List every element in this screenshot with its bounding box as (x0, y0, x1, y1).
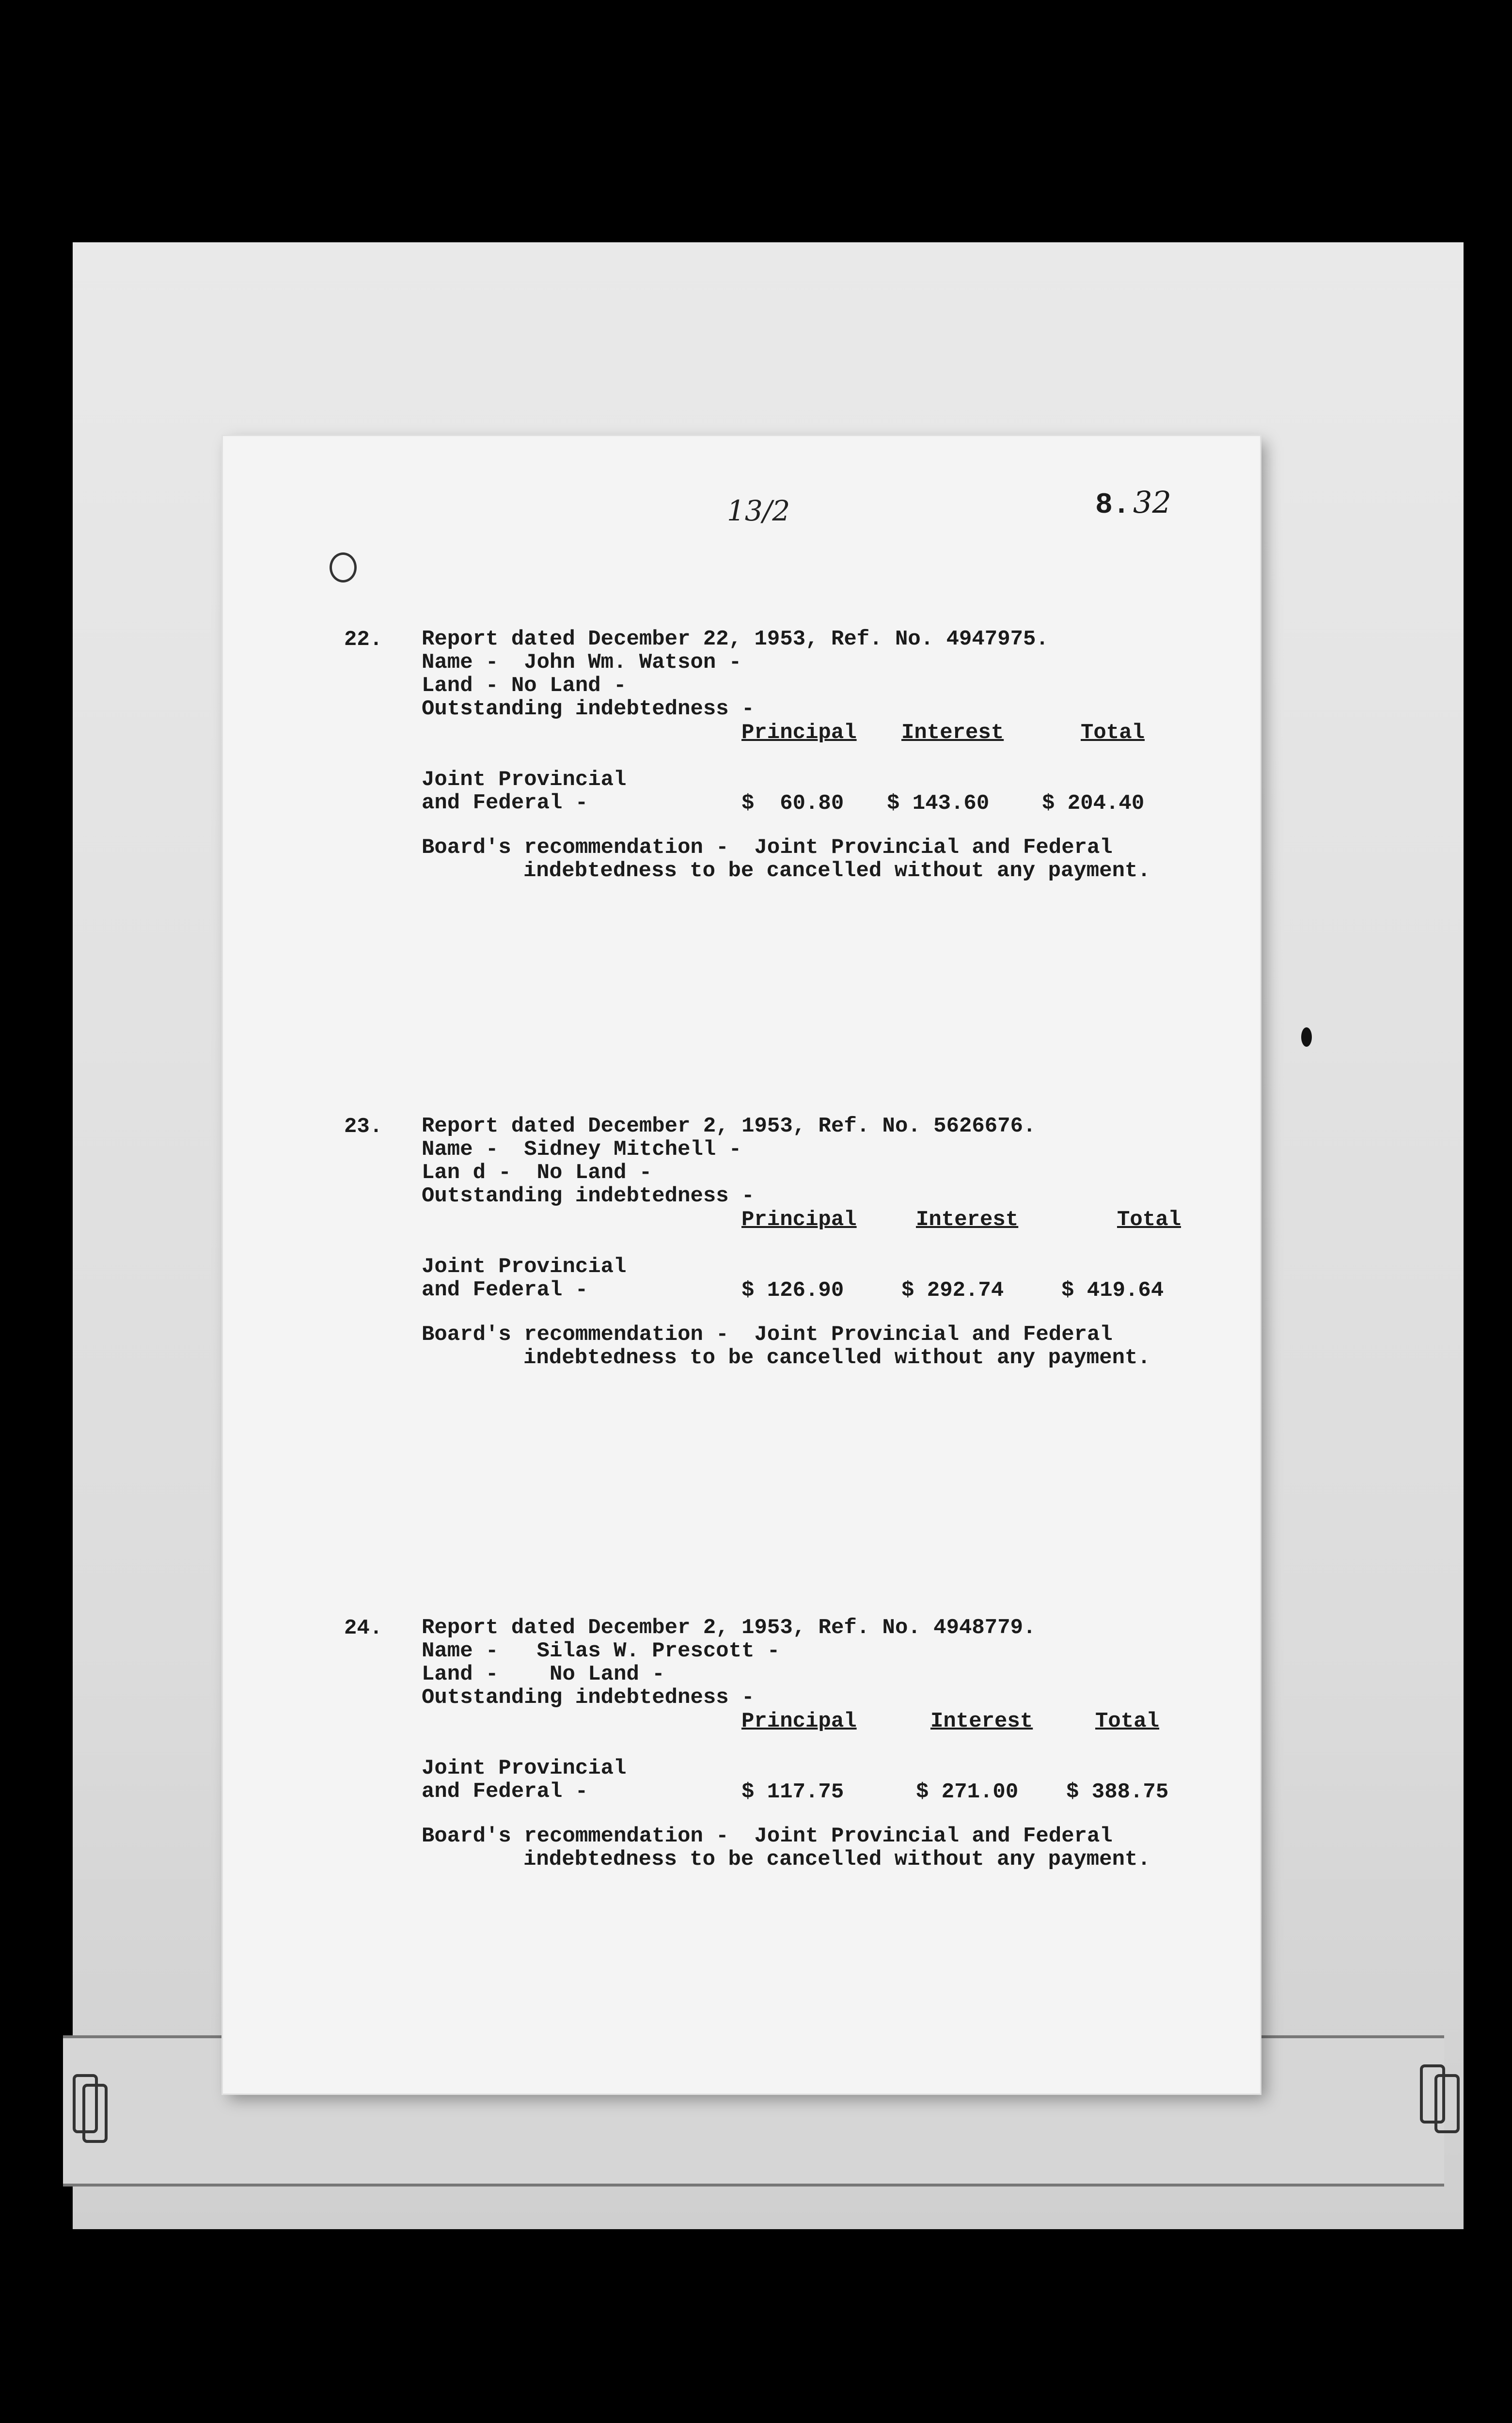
page-number (1095, 485, 1171, 522)
value-principal: $ 60.80 (741, 791, 844, 816)
value-total: $ 419.64 (1061, 1278, 1164, 1303)
header-principal: Principal (741, 1208, 857, 1232)
value-total: $ 388.75 (1066, 1780, 1169, 1804)
land-line: Land - No Land - (422, 1662, 665, 1686)
value-principal: $ 126.90 (741, 1278, 844, 1303)
entry-number: 24. (344, 1616, 383, 1640)
recommendation-line-1: Board's recommendation - Joint Provincial and Federal (422, 1322, 1113, 1347)
handwritten-note: 13/2 (727, 494, 790, 527)
value-principal: $ 117.75 (741, 1780, 844, 1804)
row-label-1: Joint Provincial (422, 1756, 627, 1780)
punch-hole (330, 552, 357, 582)
recommendation-line-2: indebtedness to be cancelled without any payment. (523, 859, 1150, 883)
binder-clip-left-inner (82, 2084, 108, 2143)
report-line: Report dated December 22, 1953, Ref. No. 4947975. (422, 627, 1049, 651)
row-label-2: and Federal - (422, 1278, 588, 1302)
report-line: Report dated December 2, 1953, Ref. No. 4948779. (422, 1616, 1036, 1640)
entry-number: 22. (344, 628, 383, 652)
binder-clip-right-inner (1434, 2074, 1460, 2133)
row-label-2: and Federal - (422, 1779, 588, 1804)
header-total: Total (1081, 721, 1145, 745)
entry-number: 23. (344, 1115, 383, 1139)
header-total: Total (1117, 1208, 1181, 1232)
header-interest: Interest (916, 1208, 1019, 1232)
value-interest: $ 271.00 (916, 1780, 1019, 1804)
land-line: Lan d - No Land - (422, 1161, 652, 1185)
header-principal: Principal (741, 721, 857, 745)
name-line: Name - Sidney Mitchell - (422, 1137, 742, 1162)
value-interest: $ 292.74 (901, 1278, 1004, 1303)
name-line: Name - Silas W. Prescott - (422, 1639, 780, 1663)
name-line: Name - John Wm. Watson - (422, 650, 742, 675)
recommendation-line-2: indebtedness to be cancelled without any payment. (523, 1346, 1150, 1370)
row-label-1: Joint Provincial (422, 1255, 627, 1279)
header-principal: Principal (741, 1709, 857, 1733)
header-total: Total (1095, 1709, 1160, 1733)
header-interest: Interest (901, 721, 1004, 745)
land-line: Land - No Land - (422, 674, 627, 698)
document-sheet (223, 436, 1260, 2093)
row-label-1: Joint Provincial (422, 768, 627, 792)
recommendation-line-2: indebtedness to be cancelled without any payment. (523, 1847, 1150, 1872)
row-label-2: and Federal - (422, 791, 588, 815)
outstanding-line: Outstanding indebtedness - (422, 697, 755, 721)
ink-speck (1301, 1027, 1312, 1047)
recommendation-line-1: Board's recommendation - Joint Provincial and Federal (422, 835, 1113, 860)
outstanding-line: Outstanding indebtedness - (422, 1685, 755, 1710)
page-number-handwritten: 32 (1133, 485, 1171, 520)
recommendation-line-1: Board's recommendation - Joint Provincial and Federal (422, 1824, 1113, 1848)
header-interest: Interest (930, 1709, 1033, 1733)
page-number-typed: 8. (1095, 489, 1131, 522)
value-total: $ 204.40 (1042, 791, 1145, 816)
value-interest: $ 143.60 (887, 791, 990, 816)
report-line: Report dated December 2, 1953, Ref. No. 5626676. (422, 1114, 1036, 1138)
outstanding-line: Outstanding indebtedness - (422, 1184, 755, 1208)
